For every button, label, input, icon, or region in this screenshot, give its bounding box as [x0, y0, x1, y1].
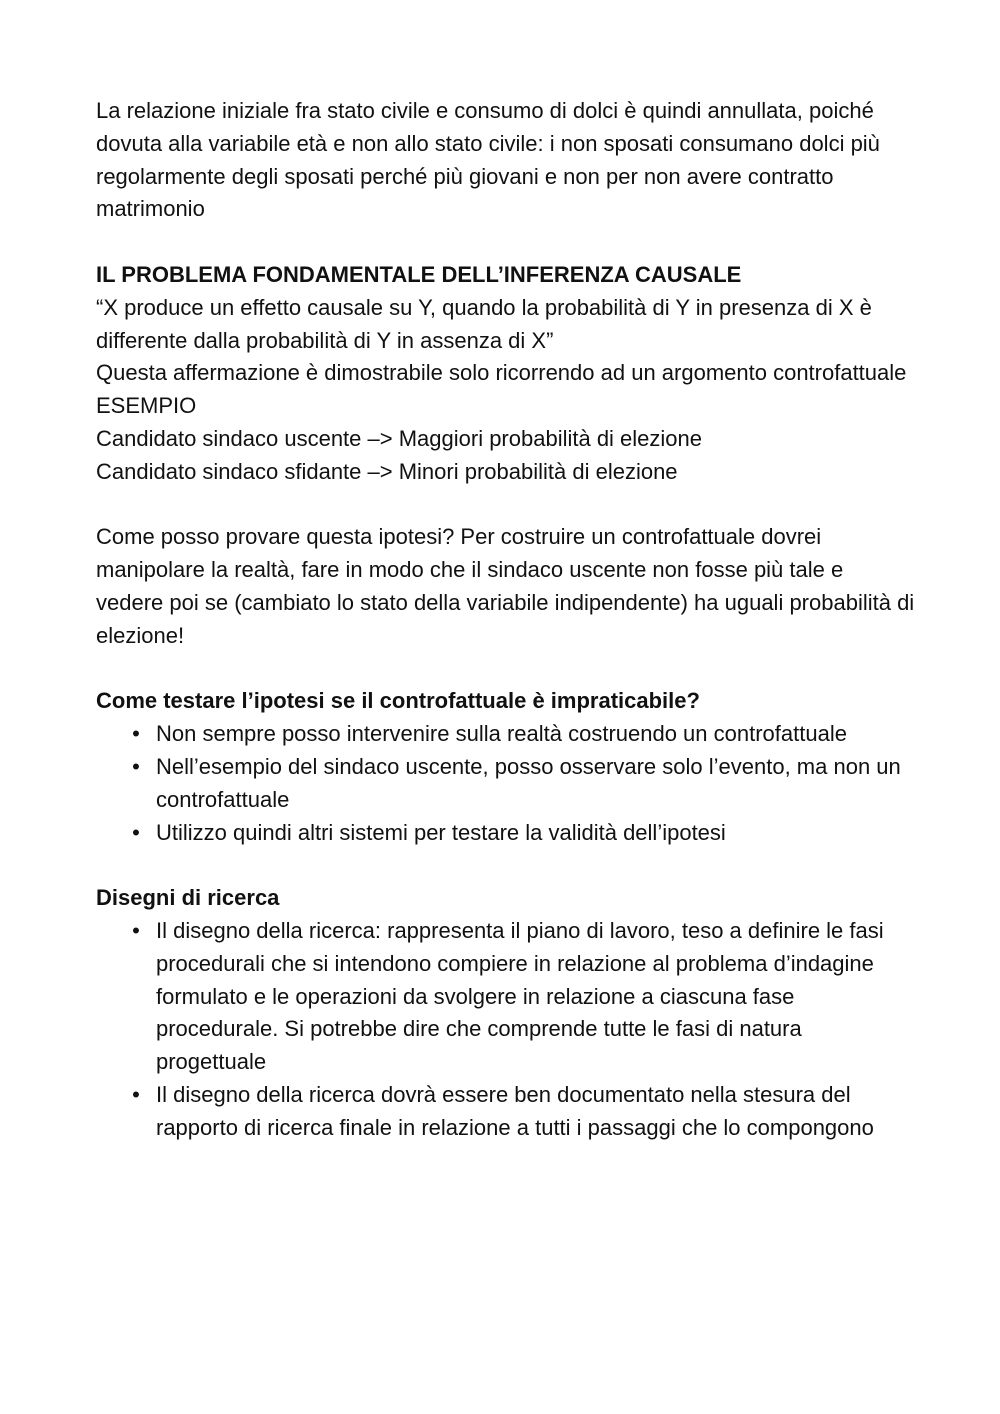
bullet-icon: •: [132, 819, 140, 845]
list-item: [96, 751, 916, 817]
section-heading-inferenza-causale: IL PROBLEMA FONDAMENTALE DELL’INFERENZA CAUSALE: [96, 261, 742, 287]
bullet-list: [96, 915, 916, 1145]
bullet-list: [96, 718, 916, 849]
list-item-text: Non sempre posso intervenire sulla realtà costruendo un controfattuale: [156, 721, 847, 747]
list-item: [96, 915, 916, 1079]
list-item-text: Nell’esempio del sindaco uscente, posso osservare solo l’evento, ma non un controfattuale: [156, 753, 901, 812]
list-item: [96, 718, 916, 751]
paragraph-gap: [96, 489, 916, 522]
list-item-text: Il disegno della ricerca: rappresenta il piano di lavoro, teso a definire le fasi procedurali che si intendono compiere in relazione al problema d’indagine formulato e le operazioni da svolgere in relazione a ciascuna fase procedurale. Si potrebbe dire che comprende tutte le fasi di natura progettuale: [156, 917, 884, 1075]
paragraph-gap: [96, 226, 916, 259]
list-item-text: Utilizzo quindi altri sistemi per testare la validità dell’ipotesi: [156, 819, 726, 845]
section-heading-controfattuale: Come testare l’ipotesi se il controfattuale è impraticabile?: [96, 688, 700, 714]
bullet-icon: •: [132, 753, 140, 779]
example-label: ESEMPIO: [96, 393, 197, 419]
bullet-icon: •: [132, 917, 140, 943]
paragraph-gap: [96, 653, 916, 686]
paragraph-gap: [96, 849, 916, 882]
list-item: [96, 1079, 916, 1145]
example-line: Candidato sindaco sfidante –> Minori probabilità di elezione: [96, 458, 678, 484]
intro-paragraph: La relazione iniziale fra stato civile e consumo di dolci è quindi annullata, poiché dovuta alla variabile età e non allo stato civile: i non sposati consumano dolci più regolarmente degli sposati perché più giovani e non per non avere contratto matrimonio: [96, 98, 880, 222]
document-page: [96, 95, 916, 1145]
list-item: [96, 817, 916, 850]
hypothesis-test-paragraph: Come posso provare questa ipotesi? Per costruire un controfattuale dovrei manipolare la realtà, fare in modo che il sindaco uscente non fosse più tale e vedere poi se (cambiato lo stato della variabile indipendente) ha uguali probabilità di elezione!: [96, 524, 915, 648]
list-item-text: Il disegno della ricerca dovrà essere ben documentato nella stesura del rapporto di ricerca finale in relazione a tutti i passaggi che lo compongono: [156, 1081, 874, 1140]
section-heading-disegni-ricerca: Disegni di ricerca: [96, 885, 280, 911]
bullet-icon: •: [132, 1081, 140, 1107]
causal-definition-quote: “X produce un effetto causale su Y, quando la probabilità di Y in presenza di X è differente dalla probabilità di Y in assenza di X”: [96, 294, 872, 353]
example-line: Candidato sindaco uscente –> Maggiori probabilità di elezione: [96, 425, 703, 451]
counterfactual-statement: Questa affermazione è dimostrabile solo ricorrendo ad un argomento controfattuale: [96, 360, 907, 386]
bullet-icon: •: [132, 721, 140, 747]
